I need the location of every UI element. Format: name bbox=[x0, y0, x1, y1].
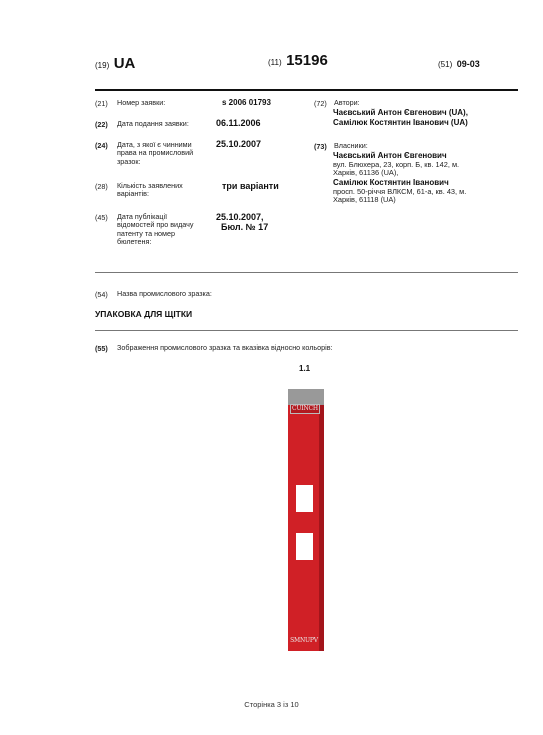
application-number-value: s 2006 01793 bbox=[222, 98, 271, 107]
filing-date-value: 06.11.2006 bbox=[216, 118, 261, 128]
page-footer: Сторінка 3 із 10 bbox=[244, 700, 299, 709]
package-top-band bbox=[288, 389, 324, 405]
code-21: (21) bbox=[95, 99, 108, 108]
code-28: (28) bbox=[95, 182, 108, 191]
code-51: (51) bbox=[438, 60, 453, 69]
rights-date-label-line: зразок: bbox=[117, 156, 141, 166]
package-side-stripe bbox=[319, 405, 324, 651]
authors-list bbox=[333, 108, 468, 127]
package-logo-top: CUINCH bbox=[290, 404, 320, 414]
authors-label: Автори: bbox=[334, 98, 360, 107]
owners-list bbox=[333, 151, 466, 205]
application-number-label: Номер заявки: bbox=[117, 98, 166, 107]
patent-number: 15196 bbox=[286, 52, 328, 69]
owners-label: Власники: bbox=[334, 141, 368, 150]
publication-value bbox=[216, 212, 268, 232]
section-rule bbox=[95, 272, 518, 273]
section-rule bbox=[95, 330, 518, 331]
author: Чаєвський Антон Євгенович (UA), bbox=[333, 108, 468, 117]
owner-name: Самілюк Костянтин Іванович bbox=[333, 178, 449, 188]
image-label: Зображення промислового зразка та вказівка відносно кольорів: bbox=[117, 343, 333, 352]
author: Самілюк Костянтин Іванович (UA) bbox=[333, 117, 468, 127]
variants-count-label-line: варіантів: bbox=[117, 189, 149, 199]
owner-address-line: просп. 50-річчя ВЛКСМ, 61-а, кв. 43, м. bbox=[333, 186, 467, 196]
figure-label: 1.1 bbox=[299, 364, 311, 373]
design-title-label: Назва промислового зразка: bbox=[117, 289, 212, 298]
code-24: (24) bbox=[95, 141, 108, 150]
code-55: (55) bbox=[95, 344, 108, 353]
package-logo-bottom: SMNUPV bbox=[290, 637, 318, 644]
rights-date-value: 25.10.2007 bbox=[216, 139, 262, 149]
header-code-11 bbox=[268, 52, 328, 70]
code-11: (11) bbox=[268, 58, 282, 67]
owner-address-line: Харків, 61136 (UA), bbox=[333, 168, 399, 178]
header-rule bbox=[95, 89, 518, 91]
publication-date: 25.10.2007, bbox=[216, 212, 264, 222]
owner-name: Чаєвський Антон Євгенович bbox=[333, 151, 447, 160]
package-window-upper bbox=[296, 485, 313, 512]
rights-date-label-line: права на промисловий bbox=[117, 148, 194, 158]
code-22: (22) bbox=[95, 120, 108, 129]
header-code-19 bbox=[95, 55, 135, 73]
owner-address-line: вул. Блюхера, 23, корп. Б, кв. 142, м. bbox=[333, 159, 460, 169]
brush-package-image bbox=[288, 389, 324, 651]
design-class: 09-03 bbox=[456, 59, 480, 69]
bulletin-number: Бюл. № 17 bbox=[221, 222, 269, 232]
country-code: UA bbox=[113, 55, 136, 72]
publication-label-line: Дата публікації bbox=[117, 212, 168, 221]
rights-date-label-line: Дата, з якої є чинними bbox=[117, 140, 192, 149]
rights-date-label bbox=[117, 141, 193, 166]
header-code-51 bbox=[438, 54, 480, 72]
code-45: (45) bbox=[95, 213, 108, 222]
code-73: (73) bbox=[314, 142, 327, 151]
code-72: (72) bbox=[314, 99, 327, 108]
code-19: (19) bbox=[95, 61, 110, 70]
filing-date-label: Дата подання заявки: bbox=[117, 119, 189, 128]
variants-count-label-line: Кількість заявлених bbox=[117, 181, 183, 190]
package-window-lower bbox=[296, 533, 313, 560]
design-title: УПАКОВКА ДЛЯ ЩІТКИ bbox=[95, 309, 193, 319]
publication-label-line: відомостей про видачу bbox=[117, 220, 194, 230]
publication-label-line: патенту та номер bbox=[117, 228, 175, 238]
owner-address-line: Харків, 61118 (UA) bbox=[333, 195, 396, 205]
publication-label bbox=[117, 213, 193, 247]
variants-count-value: три варіанти bbox=[222, 181, 279, 191]
publication-label-line: бюлетеня: bbox=[117, 237, 152, 247]
variants-count-label bbox=[117, 182, 183, 199]
code-54: (54) bbox=[95, 290, 108, 299]
